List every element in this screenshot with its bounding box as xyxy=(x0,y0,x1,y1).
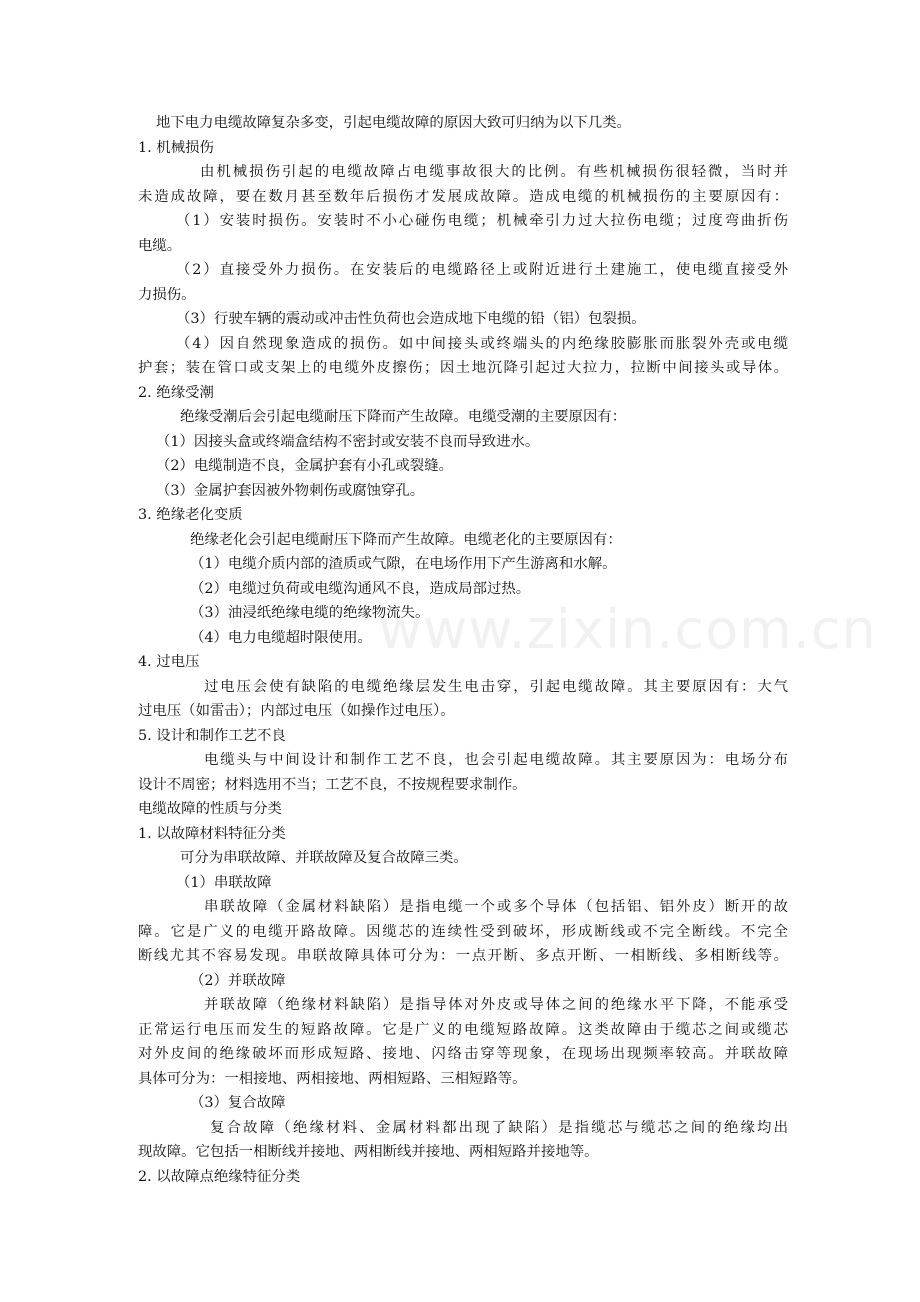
text-line: 可分为串联故障、并联故障及复合故障三类。 xyxy=(180,850,468,866)
text-line: （1）串联故障 xyxy=(176,874,272,891)
text-line: （2）电缆过负荷或电缆沟通风不良，造成局部过热。 xyxy=(190,580,531,597)
text-line: 2. 以故障点绝缘特征分类 xyxy=(138,1168,301,1185)
text-line: （2）电缆制造不良，金属护套有小孔或裂缝。 xyxy=(156,458,453,474)
text-line: 设计不周密；材料选用不当；工艺不良，不按规程要求制作。 xyxy=(138,776,527,793)
document-body xyxy=(138,111,788,1189)
text-line: （4）电力电缆超时限使用。 xyxy=(190,629,372,646)
text-line: 电缆故障的性质与分类 xyxy=(138,801,282,817)
text-line: 1. 以故障材料特征分类 xyxy=(138,825,286,842)
text-line: 1. 机械损伤 xyxy=(138,139,214,156)
text-line: 由机械损伤引起的电缆故障占电缆事故很大的比例。有些机械损伤很轻微，当时并 xyxy=(200,164,788,180)
text-line: 对外皮间的绝缘破坏而形成短路、接地、闪络击穿等现象，在现场出现频率较高。并联故障 xyxy=(138,1046,788,1062)
text-line: （3）油浸纸绝缘电缆的绝缘物流失。 xyxy=(190,605,430,621)
text-line: 障。它是广义的电缆开路故障。因缆芯的连续性受到破坏，形成断线或不完全断线。不完全 xyxy=(138,923,788,940)
text-line: 过电压（如雷击）；内部过电压（如操作过电压）。 xyxy=(138,703,455,719)
text-line: （4）因自然现象造成的损伤。如中间接头或终端头的内绝缘胶膨胀而胀裂外壳或电缆 xyxy=(176,335,788,352)
text-line: 2. 绝缘受潮 xyxy=(138,384,214,401)
text-line: 电缆头与中间设计和制作工艺不良，也会引起电缆故障。其主要原因为：电场分布 xyxy=(204,752,788,768)
text-line: 电缆。 xyxy=(138,237,182,254)
text-line: （3）复合故障 xyxy=(190,1095,286,1111)
text-line: （3）行驶车辆的震动或冲击性负荷也会造成地下电缆的铅（铝）包裂损。 xyxy=(176,311,646,327)
text-line: 力损伤。 xyxy=(138,286,196,303)
text-line: 3. 绝缘老化变质 xyxy=(138,507,243,523)
text-line: 现故障。它包括一相断线并接地、两相断线并接地、两相短路并接地等。 xyxy=(138,1144,599,1160)
text-line: 复合故障（绝缘材料、金属材料都出现了缺陷）是指缆芯与缆芯之间的绝缘均出 xyxy=(210,1119,788,1136)
text-line: 串联故障（金属材料缺陷）是指电缆一个或多个导体（包括铝、铝外皮）断开的故 xyxy=(204,899,788,915)
text-line: 过电压会使有缺陷的电缆绝缘层发生电击穿，引起电缆故障。其主要原因有：大气 xyxy=(204,678,788,695)
text-line: 护套；装在管口或支架上的电缆外皮擦伤；因土地沉降引起过大拉力，拉断中间接头或导体。 xyxy=(138,360,788,376)
text-line: 具体可分为：一相接地、两相接地、两相短路、三相短路等。 xyxy=(138,1070,527,1087)
text-line: （1）安装时损伤。安装时不小心碰伤电缆；机械牵引力过大拉伤电缆；过度弯曲折伤 xyxy=(176,213,788,229)
text-line: 5. 设计和制作工艺不良 xyxy=(138,727,286,744)
text-line: 断线尤其不容易发现。串联故障具体可分为：一点开断、多点开断、一相断线、多相断线等。 xyxy=(138,948,788,964)
text-line: 正常运行电压而发生的短路故障。它是广义的电缆短路故障。这类故障由于缆芯之间或缆芯 xyxy=(138,1021,788,1038)
text-line: 未造成故障，要在数月甚至数年后损伤才发展成故障。造成电缆的机械损伤的主要原因有： xyxy=(138,188,788,205)
text-line: （2）并联故障 xyxy=(190,972,286,989)
text-line: （1）电缆介质内部的渣质或气隙，在电场作用下产生游离和水解。 xyxy=(190,556,617,572)
watermark: www.zixin.com.cn xyxy=(378,598,877,661)
text-line: （1）因接头盒或终端盒结构不密封或安装不良而导致进水。 xyxy=(156,433,540,450)
text-line: 绝缘受潮后会引起电缆耐压下降而产生故障。电缆受潮的主要原因有： xyxy=(180,409,627,425)
text-line: 地下电力电缆故障复杂多变，引起电缆故障的原因大致可归纳为以下几类。 xyxy=(156,115,631,131)
text-line: 并联故障（绝缘材料缺陷）是指导体对外皮或导体之间的绝缘水平下降，不能承受 xyxy=(204,997,788,1013)
text-line: 4. 过电压 xyxy=(138,654,200,670)
text-line: 绝缘老化会引起电缆耐压下降而产生故障。电缆老化的主要原因有： xyxy=(190,531,622,548)
text-line: （2）直接受外力损伤。在安装后的电缆路径上或附近进行土建施工，使电缆直接受外 xyxy=(176,262,788,278)
text-line: （3）金属护套因被外物刺伤或腐蚀穿孔。 xyxy=(156,482,425,499)
